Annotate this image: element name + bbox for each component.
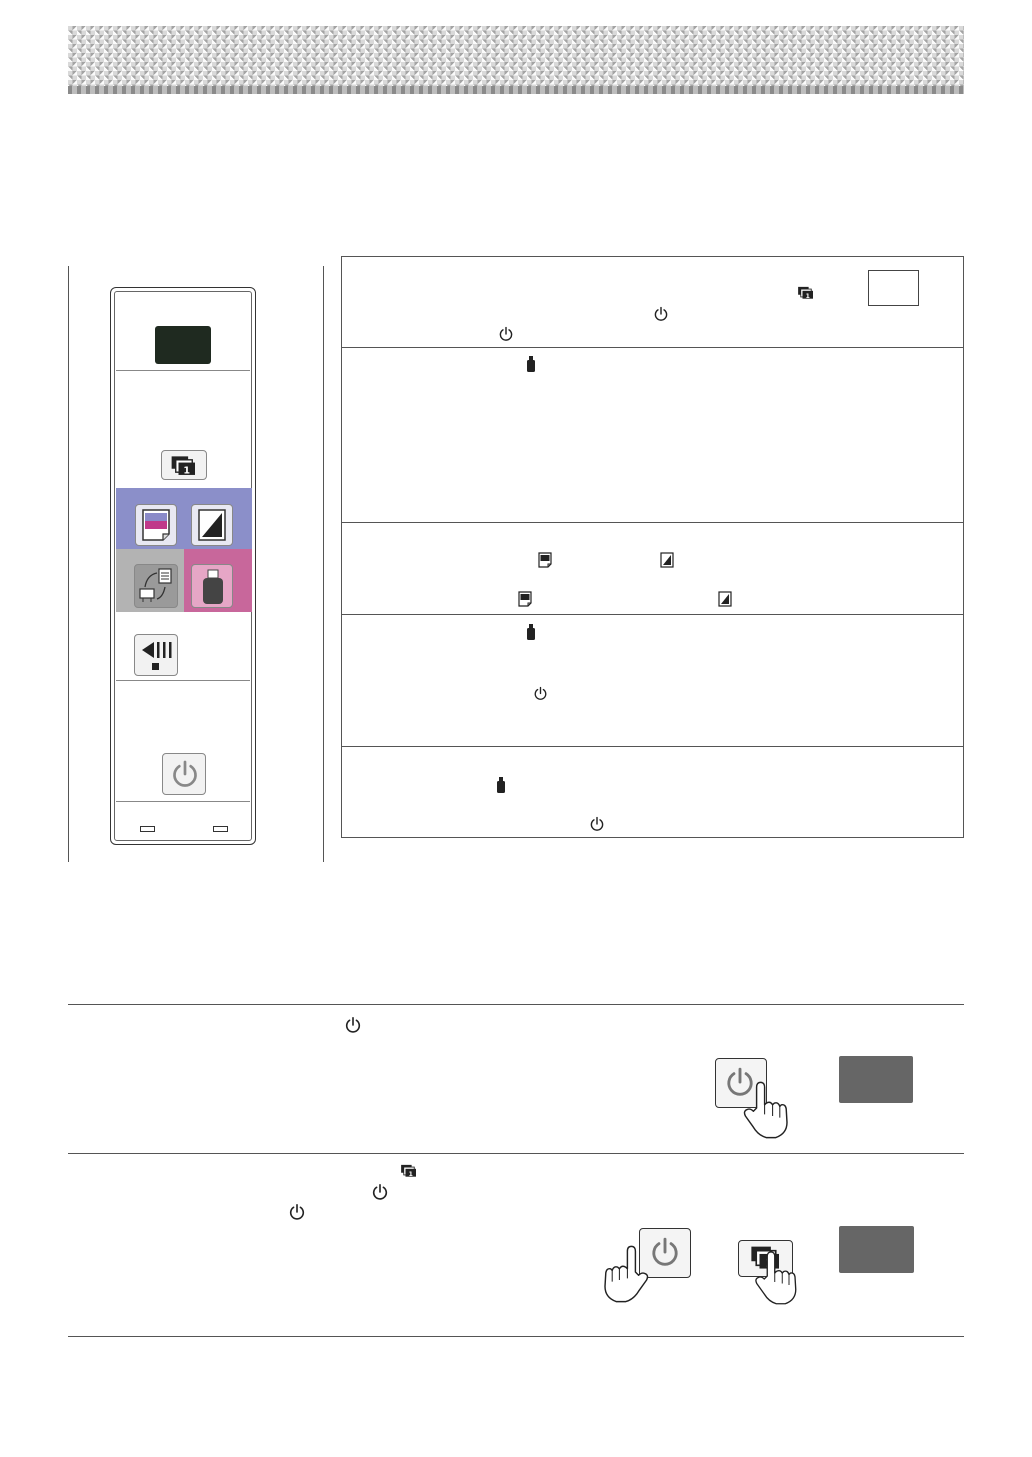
scroll-stop-icon bbox=[138, 638, 174, 672]
bottom-rule bbox=[68, 1336, 964, 1337]
header-band-shadow bbox=[68, 86, 964, 94]
table-row-divider bbox=[341, 522, 964, 523]
usb-save-icon bbox=[526, 624, 536, 640]
step1-top-rule bbox=[68, 1004, 964, 1005]
copies-icon bbox=[797, 286, 815, 300]
panel-separator bbox=[116, 370, 250, 371]
power-icon bbox=[498, 326, 514, 342]
scroll-stop-button[interactable] bbox=[134, 634, 178, 676]
panel-lcd-display bbox=[155, 326, 211, 364]
color-print-icon bbox=[141, 508, 171, 542]
step1-lcd-display bbox=[839, 1056, 913, 1103]
power-icon bbox=[170, 759, 200, 789]
power-icon bbox=[589, 816, 605, 832]
on-standby-button[interactable] bbox=[162, 753, 206, 795]
table-row-divider bbox=[341, 746, 964, 747]
bw-print-button[interactable] bbox=[191, 504, 233, 546]
panel-separator-2 bbox=[116, 680, 250, 681]
instruction-table bbox=[341, 256, 964, 838]
table-row-divider bbox=[341, 614, 964, 615]
header-pattern-band bbox=[68, 26, 964, 94]
pressing-hand-icon bbox=[736, 1076, 798, 1140]
center-divider bbox=[323, 266, 324, 862]
usb-save-icon bbox=[201, 568, 225, 606]
bw-print-icon bbox=[660, 552, 674, 568]
bw-print-icon bbox=[197, 508, 227, 542]
power-icon bbox=[653, 306, 669, 322]
power-icon bbox=[533, 686, 548, 701]
step2-top-rule bbox=[68, 1153, 964, 1154]
usb-status-led bbox=[140, 826, 155, 832]
network-button[interactable] bbox=[134, 564, 178, 608]
table-row-divider bbox=[341, 347, 964, 348]
printer-status-led bbox=[213, 826, 228, 832]
usb-save-icon bbox=[496, 777, 506, 793]
left-divider bbox=[68, 266, 69, 862]
step2-lcd-display bbox=[839, 1226, 914, 1273]
number-of-copies-button[interactable] bbox=[161, 450, 207, 480]
color-print-icon bbox=[538, 552, 552, 568]
copies-icon bbox=[170, 455, 198, 477]
bw-print-icon bbox=[718, 591, 732, 607]
usb-save-icon bbox=[526, 356, 536, 372]
color-print-icon bbox=[518, 591, 532, 607]
power-icon bbox=[288, 1203, 306, 1221]
row1-display-box bbox=[868, 270, 919, 306]
save-button[interactable] bbox=[191, 564, 233, 608]
power-icon bbox=[344, 1016, 362, 1034]
color-print-button[interactable] bbox=[135, 504, 177, 546]
panel-separator-3 bbox=[116, 801, 250, 802]
power-icon bbox=[371, 1183, 389, 1201]
pressing-hand-icon bbox=[594, 1240, 656, 1304]
network-icon bbox=[137, 567, 175, 605]
pressing-hand-icon bbox=[746, 1246, 808, 1306]
copies-icon bbox=[400, 1164, 418, 1178]
